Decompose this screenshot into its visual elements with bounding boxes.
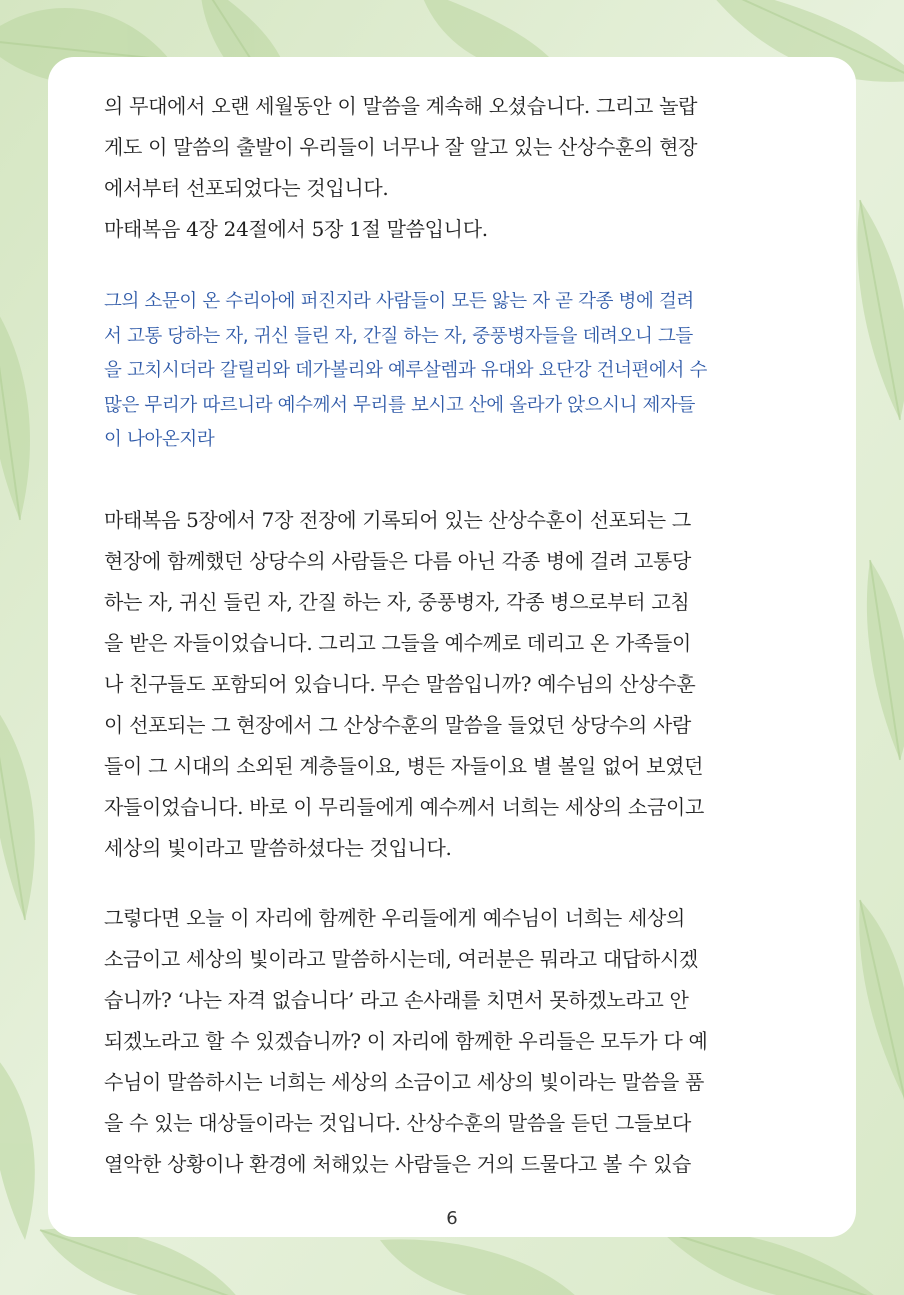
intro-paragraph: 의 무대에서 오랜 세월동안 이 말씀을 계속해 오셨습니다. 그리고 놀랍 게도 이 말씀의 출발이 우리들이 너무나 잘 알고 있는 산상수훈의 현장 에서부터 선포되었다는 것입니다. 마태복음 4장 24절에서 5장 1절 말씀입니다. [104, 94, 698, 241]
scripture-quote: 그의 소문이 온 수리아에 퍼진지라 사람들이 모든 앓는 자 곧 각종 병에 걸려 서 고통 당하는 자, 귀신 들린 자, 간질 하는 자, 중풍병자들을 데려오니 그들 을 고치시더라 갈릴리와 데가볼리와 예루살렘과 유대와 요단강 건너편에서 수 많은 무리가 따르니라 예수께서 무리를 보시고 산에 올라가 앉으시니 제자들 이 나아온지라 [104, 291, 707, 450]
paragraph-3: 그렇다면 오늘 이 자리에 함께한 우리들에게 예수님이 너희는 세상의 소금이고 세상의 빛이라고 말씀하시는데, 여러분은 뭐라고 대답하시겠 습니까? ‘나는 자격 없습니다’ 라고 손사래를 치면서 못하겠노라고 안 되겠노라고 할 수 있겠습니까? 이 자리에 함께한 우리들은 모두가 다 예 수님이 말씀하시는 너희는 세상의 소금이고 세상의 빛이라는 말씀을 품 을 수 있는 대상들이라는 것입니다. 산상수훈의 말씀을 듣던 그들보다 열악한 상황이나 환경에 처해있는 사람들은 거의 드물다고 볼 수 있습 [104, 906, 708, 1176]
paragraph-2: 마태복음 5장에서 7장 전장에 기록되어 있는 산상수훈이 선포되는 그 현장에 함께했던 상당수의 사람들은 다름 아닌 각종 병에 걸려 고통당 하는 자, 귀신 들린 자, 간질 하는 자, 중풍병자, 각종 병으로부터 고침 을 받은 자들이었습니다. 그리고 그들을 예수께로 데리고 온 가족들이 나 친구들도 포함되어 있습니다. 무슨 말씀입니까? 예수님의 산상수훈 이 선포되는 그 현장에서 그 산상수훈의 말씀을 들었던 상당수의 사람 들이 그 시대의 소외된 계층들이요, 병든 자들이요 별 볼일 없어 보였던 자들이었습니다. 바로 이 무리들에게 예수께서 너희는 세상의 소금이고 세상의 빛이라고 말씀하셨다는 것입니다. [104, 508, 705, 860]
page-number: 6 [446, 1208, 458, 1229]
